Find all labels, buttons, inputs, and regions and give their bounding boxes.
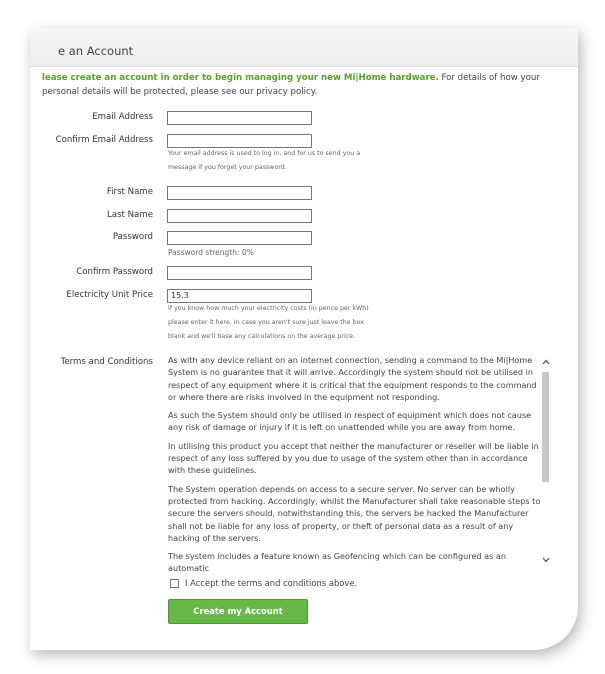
terms-paragraph: In utilising this product you accept that neither the manufacturer or reseller will be liable in respect of any loss suffered by you due to usage of the system other than in accordance with these guidelines. <box>168 440 539 476</box>
password-strength: Password strength: 0% <box>168 248 254 257</box>
panel-header <box>30 28 578 67</box>
first-name-label: First Name <box>106 187 153 197</box>
electricity-price-label: Electricity Unit Price <box>66 290 153 300</box>
terms-paragraph: As such the System should only be utilised in respect of equipment which does not cause any risk of damage or injury if it is left on unattended while you are away from home. <box>168 410 532 433</box>
electricity-help-line-1: If you know how much your electricity costs (in pence per kWh) <box>168 305 369 312</box>
intro-text <box>42 71 572 99</box>
terms-paragraph: The System operation depends on access to a secure server. No server can be wholly protected from hacking. Accordingly, whilst the Manufacturer shall take reasonable steps to secure the servers should, notwithstanding this, the servers be hacked the Manufacturer shall not be liable for any loss of property, or theft of personal data as a result of any hacking of the servers. <box>168 483 541 543</box>
confirm-password-label: Confirm Password <box>76 267 153 277</box>
last-name-field[interactable] <box>167 209 312 223</box>
terms-scrollbar[interactable] <box>541 354 550 566</box>
scrollbar-thumb[interactable] <box>542 372 549 482</box>
accept-terms-checkbox[interactable] <box>170 579 179 588</box>
email-help-line-2: message if you forget your password. <box>168 164 287 171</box>
accept-terms-label: I Accept the terms and conditions above. <box>185 578 358 588</box>
first-name-field[interactable] <box>167 186 312 200</box>
email-field[interactable] <box>167 111 312 125</box>
terms-label: Terms and Conditions <box>60 357 153 367</box>
password-label: Password <box>112 232 153 242</box>
confirm-password-field[interactable] <box>167 266 312 280</box>
create-account-panel <box>30 28 578 650</box>
email-help-line-1: Your email address is used to log in, and for us to send you a <box>168 150 361 157</box>
last-name-label: Last Name <box>107 210 153 220</box>
chevron-down-icon[interactable] <box>541 556 550 566</box>
terms-paragraph: As with any device reliant on an internet connection, sending a command to the Mi|Home System is no guarantee that it will arrive. Accordingly the system should not be utilised in respect of any equipment where it is critical that the equipment responds to the command or where there are risks involved in the equipment not responding. <box>168 355 537 402</box>
terms-text-box[interactable] <box>168 354 542 574</box>
page-title: e an Account <box>58 44 134 58</box>
password-field[interactable] <box>167 231 312 245</box>
terms-paragraph: The system includes a feature known as Geofencing which can be configured as an automatic <box>168 551 506 574</box>
chevron-up-icon[interactable] <box>541 358 550 368</box>
confirm-email-field[interactable] <box>167 134 312 148</box>
intro-highlight: lease create an account in order to begin managing your new Mi|Home hardware. <box>42 73 439 83</box>
electricity-price-field[interactable]: 15.3 <box>167 289 312 303</box>
intro-privacy-text: For details of how your personal details will be protected, please see our privacy policy. <box>42 73 540 97</box>
electricity-help-line-2: please enter it here. In case you aren't sure just leave the box <box>168 319 365 326</box>
create-account-button[interactable]: Create my Account <box>168 599 308 624</box>
email-label: Email Address <box>92 112 153 122</box>
electricity-help-line-3: blank and we'll base any calculations on the average price. <box>168 333 356 340</box>
accept-terms-row <box>170 578 357 588</box>
confirm-email-label: Confirm Email Address <box>55 135 153 145</box>
